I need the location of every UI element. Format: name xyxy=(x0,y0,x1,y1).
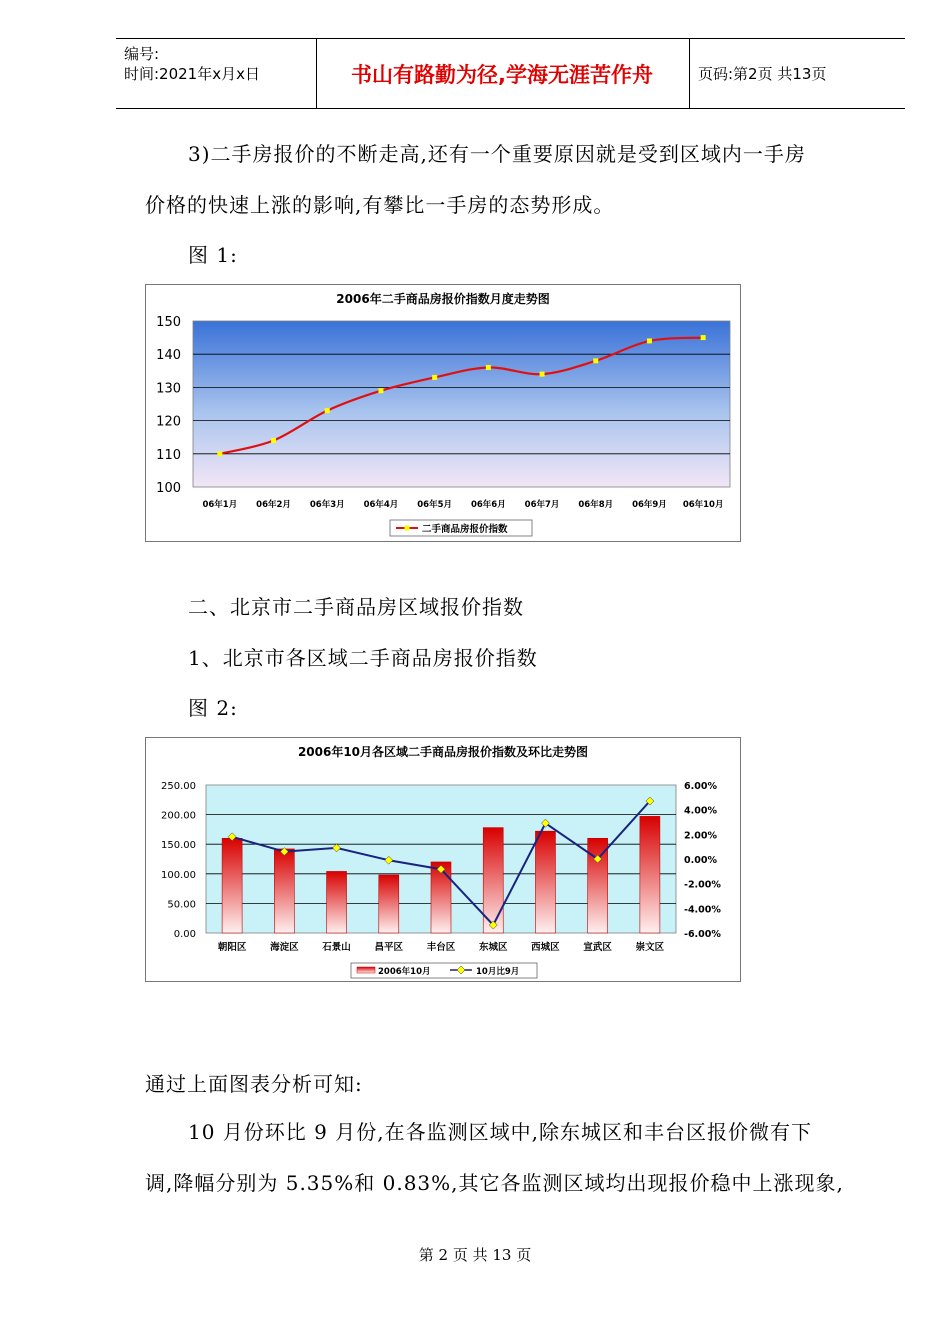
combo-chart-svg xyxy=(146,738,740,981)
x-tick-label: 朝阳区 xyxy=(217,942,247,953)
bar xyxy=(222,838,242,933)
paragraph-line: 10 月份环比 9 月份,在各监测区域中,除东城区和丰台区报价微有下 xyxy=(188,1120,812,1144)
x-tick-label: 06年1月 xyxy=(202,500,238,510)
figure-label: 图 2: xyxy=(188,696,238,720)
data-point xyxy=(217,451,222,456)
x-tick-label: 06年5月 xyxy=(417,500,453,510)
y-right-tick-label: -4.00% xyxy=(684,904,721,916)
chart-title: 2006年二手商品房报价指数月度走势图 xyxy=(336,292,550,306)
y-left-tick-label: 50.00 xyxy=(167,899,196,911)
data-point xyxy=(701,335,706,340)
section-subtitle: 1、北京市各区域二手商品房报价指数 xyxy=(188,646,538,670)
y-right-tick-label: 6.00% xyxy=(684,781,717,792)
section-title: 二、北京市二手商品房区域报价指数 xyxy=(188,595,524,619)
paragraph-line: 调,降幅分别为 5.35%和 0.83%,其它各监测区域均出现报价稳中上涨现象, xyxy=(145,1171,844,1195)
chart-title: 2006年10月各区域二手商品房报价指数及环比走势图 xyxy=(297,745,589,759)
x-tick-label: 06年10月 xyxy=(682,500,724,510)
header-page-label: 页码:第2页 共13页 xyxy=(698,65,827,83)
data-point xyxy=(378,388,383,393)
x-tick-label: 昌平区 xyxy=(374,942,404,953)
y-right-tick-label: 0.00% xyxy=(684,855,717,866)
x-tick-label: 06年7月 xyxy=(524,500,560,510)
bar xyxy=(274,849,294,933)
y-tick-label: 150 xyxy=(156,315,181,330)
x-tick-label: 06年6月 xyxy=(470,500,506,510)
y-tick-label: 100 xyxy=(156,481,181,496)
bar xyxy=(640,816,660,933)
legend-marker-swatch xyxy=(405,526,410,531)
y-right-tick-label: -2.00% xyxy=(684,879,721,891)
bar xyxy=(327,871,347,933)
chart-monthly-index xyxy=(145,284,741,542)
plot-area xyxy=(193,321,730,487)
doc-number-label: 编号: xyxy=(124,45,160,63)
legend-label: 10月比9月 xyxy=(476,967,520,977)
y-right-tick-label: 4.00% xyxy=(684,805,717,817)
paragraph-line: 价格的快速上涨的影响,有攀比一手房的态势形成。 xyxy=(145,193,615,217)
x-tick-label: 西城区 xyxy=(531,942,560,953)
x-tick-label: 东城区 xyxy=(478,942,508,953)
data-point xyxy=(486,365,491,370)
legend-bar-swatch xyxy=(357,967,375,973)
y-tick-label: 120 xyxy=(156,414,181,430)
x-tick-label: 06年3月 xyxy=(309,500,345,510)
x-tick-label: 崇文区 xyxy=(635,942,665,953)
x-tick-label: 石景山 xyxy=(322,942,351,953)
chart-legend xyxy=(390,520,532,536)
page-footer: 第 2 页 共 13 页 xyxy=(418,1246,532,1264)
legend-label: 2006年10月 xyxy=(378,967,431,977)
data-point xyxy=(647,338,652,343)
chart-district-index xyxy=(145,737,741,982)
chart-legend xyxy=(351,963,537,978)
y-tick-label: 140 xyxy=(156,348,181,364)
y-left-tick-label: 250.00 xyxy=(161,781,196,792)
header-meta xyxy=(116,39,316,108)
y-left-tick-label: 0.00 xyxy=(173,929,196,940)
x-tick-label: 06年2月 xyxy=(256,500,291,510)
data-point xyxy=(593,358,598,363)
y-tick-label: 130 xyxy=(156,381,181,397)
y-right-tick-label: 2.00% xyxy=(684,830,717,842)
y-right-tick-label: -6.00% xyxy=(684,929,721,940)
x-tick-label: 丰台区 xyxy=(426,942,456,953)
data-point xyxy=(271,438,276,443)
y-left-tick-label: 200.00 xyxy=(161,810,196,822)
figure-label: 图 1: xyxy=(188,243,238,267)
paragraph-line: 通过上面图表分析可知: xyxy=(145,1072,363,1096)
y-tick-label: 110 xyxy=(156,447,181,463)
y-left-tick-label: 100.00 xyxy=(161,869,196,881)
page-header xyxy=(116,38,905,109)
data-point xyxy=(432,375,437,380)
x-tick-label: 海淀区 xyxy=(270,942,299,953)
x-tick-label: 06年8月 xyxy=(578,500,614,510)
line-chart-svg xyxy=(146,285,740,541)
header-divider xyxy=(689,39,690,108)
doc-time-label: 时间:2021年x月x日 xyxy=(124,65,260,83)
y-left-tick-label: 150.00 xyxy=(161,840,196,852)
bar xyxy=(379,875,399,933)
x-tick-label: 06年9月 xyxy=(632,500,667,510)
paragraph-line: 3)二手房报价的不断走高,还有一个重要原因就是受到区域内一手房 xyxy=(188,142,806,166)
data-point xyxy=(540,372,545,377)
data-point xyxy=(325,408,330,413)
header-motto: 书山有路勤为径,学海无涯苦作舟 xyxy=(351,62,653,87)
legend-label: 二手商品房报价指数 xyxy=(422,524,508,535)
x-tick-label: 06年4月 xyxy=(363,500,399,510)
x-tick-label: 宣武区 xyxy=(583,942,612,953)
bar xyxy=(535,831,555,933)
